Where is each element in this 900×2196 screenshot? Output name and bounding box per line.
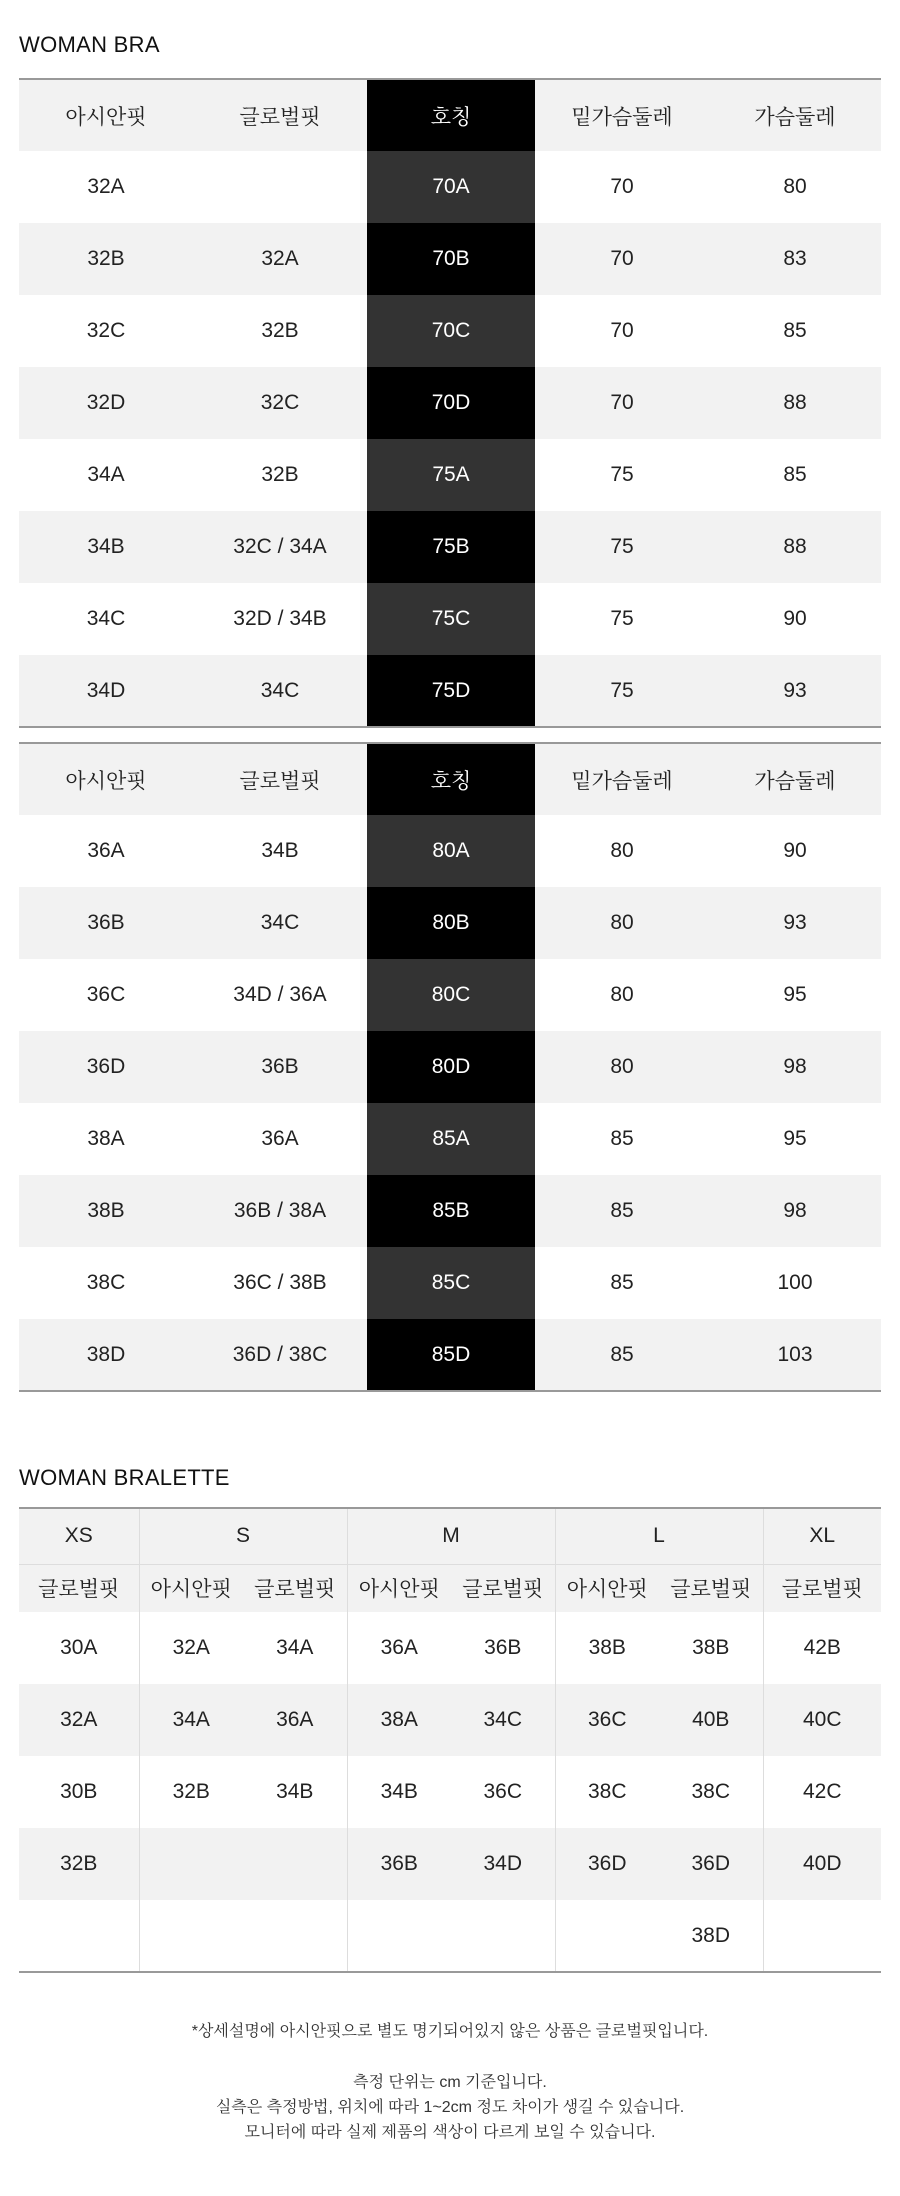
header-global-fit: 글로벌핏 <box>193 743 367 815</box>
m-asian-cell: 38A <box>347 1684 451 1756</box>
s-asian-cell <box>139 1900 243 1972</box>
underbust-cell: 80 <box>535 887 709 959</box>
s-global-cell: 34A <box>243 1612 347 1684</box>
asian-fit-cell: 32A <box>19 151 193 223</box>
global-fit-cell: 36B <box>193 1031 367 1103</box>
size-name-cell: 70D <box>367 367 535 439</box>
header-bust: 가슴둘레 <box>709 79 881 151</box>
table-row <box>19 367 881 439</box>
bust-cell: 80 <box>709 151 881 223</box>
table-row <box>19 655 881 727</box>
global-fit-cell <box>193 151 367 223</box>
underbust-cell: 85 <box>535 1175 709 1247</box>
size-l-header: L <box>555 1508 763 1564</box>
global-fit-cell: 34C <box>193 655 367 727</box>
bust-cell: 98 <box>709 1031 881 1103</box>
bra-size-table-2 <box>19 742 881 1392</box>
fit-header-row <box>19 1564 881 1612</box>
table-row <box>19 1103 881 1175</box>
l-asian-cell <box>555 1900 659 1972</box>
size-name-cell: 75D <box>367 655 535 727</box>
table-row <box>19 815 881 887</box>
global-fit-cell: 32A <box>193 223 367 295</box>
s-global-fit-header: 글로벌핏 <box>243 1564 347 1612</box>
global-fit-cell: 34D / 36A <box>193 959 367 1031</box>
size-xs-header: XS <box>19 1508 139 1564</box>
table-row <box>19 223 881 295</box>
size-name-cell: 85B <box>367 1175 535 1247</box>
header-global-fit: 글로벌핏 <box>193 79 367 151</box>
asian-fit-cell: 38C <box>19 1247 193 1319</box>
table-header-row <box>19 79 881 151</box>
xl-global-cell: 40C <box>763 1684 881 1756</box>
size-name-cell: 75A <box>367 439 535 511</box>
l-global-cell: 38D <box>659 1900 763 1972</box>
underbust-cell: 75 <box>535 439 709 511</box>
l-global-cell: 38C <box>659 1756 763 1828</box>
table-row <box>19 1828 881 1900</box>
size-header-row <box>19 1508 881 1564</box>
size-name-cell: 70B <box>367 223 535 295</box>
underbust-cell: 80 <box>535 1031 709 1103</box>
fit-note: *상세설명에 아시안핏으로 별도 명기되어있지 않은 상품은 글로벌핏입니다. <box>191 2023 709 2040</box>
size-name-cell: 80C <box>367 959 535 1031</box>
l-global-cell: 40B <box>659 1684 763 1756</box>
bust-cell: 95 <box>709 959 881 1031</box>
asian-fit-cell: 38A <box>19 1103 193 1175</box>
m-global-fit-header: 글로벌핏 <box>451 1564 555 1612</box>
asian-fit-cell: 38B <box>19 1175 193 1247</box>
asian-fit-cell: 38D <box>19 1319 193 1391</box>
size-name-cell: 80A <box>367 815 535 887</box>
asian-fit-cell: 36A <box>19 815 193 887</box>
measurement-notes <box>0 2070 900 2145</box>
global-fit-cell: 32B <box>193 439 367 511</box>
bust-cell: 85 <box>709 295 881 367</box>
bust-cell: 93 <box>709 887 881 959</box>
global-fit-cell: 34C <box>193 887 367 959</box>
bra-size-table-1 <box>19 78 881 728</box>
table-row <box>19 151 881 223</box>
l-asian-cell: 36D <box>555 1828 659 1900</box>
bralette-section-title: WOMAN BRALETTE <box>19 1465 230 1490</box>
bust-cell: 85 <box>709 439 881 511</box>
table-row <box>19 1031 881 1103</box>
underbust-cell: 70 <box>535 151 709 223</box>
header-size-name: 호칭 <box>367 79 535 151</box>
global-fit-cell: 32C / 34A <box>193 511 367 583</box>
measurement-variance-note: 실측은 측정방법, 위치에 따라 1~2cm 정도 차이가 생길 수 있습니다. <box>215 2099 685 2116</box>
xl-global-fit-header: 글로벌핏 <box>763 1564 881 1612</box>
xs-global-fit-header: 글로벌핏 <box>19 1564 139 1612</box>
s-global-cell: 34B <box>243 1756 347 1828</box>
table-header-row <box>19 743 881 815</box>
size-xl-header: XL <box>763 1508 881 1564</box>
table-row <box>19 1612 881 1684</box>
header-asian-fit: 아시안핏 <box>19 79 193 151</box>
xs-global-cell: 30B <box>19 1756 139 1828</box>
m-global-cell <box>451 1900 555 1972</box>
s-asian-cell: 34A <box>139 1684 243 1756</box>
table-row <box>19 439 881 511</box>
s-asian-cell: 32B <box>139 1756 243 1828</box>
underbust-cell: 75 <box>535 655 709 727</box>
l-global-cell: 36D <box>659 1828 763 1900</box>
table-row <box>19 959 881 1031</box>
bust-cell: 103 <box>709 1319 881 1391</box>
underbust-cell: 80 <box>535 815 709 887</box>
l-asian-cell: 38C <box>555 1756 659 1828</box>
bra-section-title: WOMAN BRA <box>19 32 160 57</box>
m-global-cell: 36B <box>451 1612 555 1684</box>
color-variance-note: 모니터에 따라 실제 제품의 색상이 다르게 보일 수 있습니다. <box>244 2124 656 2141</box>
asian-fit-cell: 36D <box>19 1031 193 1103</box>
xs-global-cell: 30A <box>19 1612 139 1684</box>
global-fit-cell: 32C <box>193 367 367 439</box>
header-asian-fit: 아시안핏 <box>19 743 193 815</box>
bust-cell: 95 <box>709 1103 881 1175</box>
m-asian-cell: 34B <box>347 1756 451 1828</box>
header-size-name: 호칭 <box>367 743 535 815</box>
bust-cell: 83 <box>709 223 881 295</box>
size-m-header: M <box>347 1508 555 1564</box>
underbust-cell: 80 <box>535 959 709 1031</box>
global-fit-cell: 36C / 38B <box>193 1247 367 1319</box>
table-row <box>19 1319 881 1391</box>
global-fit-cell: 36D / 38C <box>193 1319 367 1391</box>
underbust-cell: 70 <box>535 223 709 295</box>
size-name-cell: 75C <box>367 583 535 655</box>
l-asian-cell: 36C <box>555 1684 659 1756</box>
s-global-cell: 36A <box>243 1684 347 1756</box>
header-underbust: 밑가슴둘레 <box>535 743 709 815</box>
size-name-cell: 85C <box>367 1247 535 1319</box>
asian-fit-cell: 34D <box>19 655 193 727</box>
header-underbust: 밑가슴둘레 <box>535 79 709 151</box>
size-name-cell: 80B <box>367 887 535 959</box>
size-name-cell: 75B <box>367 511 535 583</box>
underbust-cell: 85 <box>535 1247 709 1319</box>
s-asian-cell <box>139 1828 243 1900</box>
table-row <box>19 1900 881 1972</box>
asian-fit-cell: 34C <box>19 583 193 655</box>
xl-global-cell: 42C <box>763 1756 881 1828</box>
table-row <box>19 1684 881 1756</box>
bust-cell: 90 <box>709 815 881 887</box>
global-fit-cell: 32B <box>193 295 367 367</box>
bust-cell: 90 <box>709 583 881 655</box>
asian-fit-cell: 32D <box>19 367 193 439</box>
size-name-cell: 85A <box>367 1103 535 1175</box>
m-asian-fit-header: 아시안핏 <box>347 1564 451 1612</box>
bust-cell: 88 <box>709 367 881 439</box>
s-asian-cell: 32A <box>139 1612 243 1684</box>
underbust-cell: 70 <box>535 295 709 367</box>
table-row <box>19 511 881 583</box>
s-asian-fit-header: 아시안핏 <box>139 1564 243 1612</box>
underbust-cell: 85 <box>535 1319 709 1391</box>
bust-cell: 88 <box>709 511 881 583</box>
m-global-cell: 34D <box>451 1828 555 1900</box>
underbust-cell: 70 <box>535 367 709 439</box>
l-global-fit-header: 글로벌핏 <box>659 1564 763 1612</box>
s-global-cell <box>243 1900 347 1972</box>
bralette-size-table <box>19 1507 881 1973</box>
global-fit-cell: 36B / 38A <box>193 1175 367 1247</box>
underbust-cell: 75 <box>535 511 709 583</box>
m-asian-cell: 36B <box>347 1828 451 1900</box>
l-asian-cell: 38B <box>555 1612 659 1684</box>
xl-global-cell <box>763 1900 881 1972</box>
asian-fit-cell: 34A <box>19 439 193 511</box>
size-name-cell: 70A <box>367 151 535 223</box>
global-fit-cell: 34B <box>193 815 367 887</box>
size-name-cell: 85D <box>367 1319 535 1391</box>
table-row <box>19 1756 881 1828</box>
table-row <box>19 887 881 959</box>
m-asian-cell <box>347 1900 451 1972</box>
global-fit-cell: 36A <box>193 1103 367 1175</box>
size-s-header: S <box>139 1508 347 1564</box>
underbust-cell: 85 <box>535 1103 709 1175</box>
xs-global-cell: 32A <box>19 1684 139 1756</box>
table-row <box>19 1247 881 1319</box>
xs-global-cell <box>19 1900 139 1972</box>
asian-fit-cell: 34B <box>19 511 193 583</box>
asian-fit-cell: 36C <box>19 959 193 1031</box>
size-name-cell: 70C <box>367 295 535 367</box>
l-global-cell: 38B <box>659 1612 763 1684</box>
bust-cell: 100 <box>709 1247 881 1319</box>
size-name-cell: 80D <box>367 1031 535 1103</box>
m-global-cell: 34C <box>451 1684 555 1756</box>
s-global-cell <box>243 1828 347 1900</box>
xs-global-cell: 32B <box>19 1828 139 1900</box>
m-global-cell: 36C <box>451 1756 555 1828</box>
bust-cell: 93 <box>709 655 881 727</box>
m-asian-cell: 36A <box>347 1612 451 1684</box>
asian-fit-cell: 32B <box>19 223 193 295</box>
table-row <box>19 295 881 367</box>
global-fit-cell: 32D / 34B <box>193 583 367 655</box>
table-row <box>19 583 881 655</box>
l-asian-fit-header: 아시안핏 <box>555 1564 659 1612</box>
xl-global-cell: 40D <box>763 1828 881 1900</box>
asian-fit-cell: 32C <box>19 295 193 367</box>
header-bust: 가슴둘레 <box>709 743 881 815</box>
underbust-cell: 75 <box>535 583 709 655</box>
bust-cell: 98 <box>709 1175 881 1247</box>
unit-note: 측정 단위는 cm 기준입니다. <box>353 2074 547 2091</box>
xl-global-cell: 42B <box>763 1612 881 1684</box>
asian-fit-cell: 36B <box>19 887 193 959</box>
table-row <box>19 1175 881 1247</box>
